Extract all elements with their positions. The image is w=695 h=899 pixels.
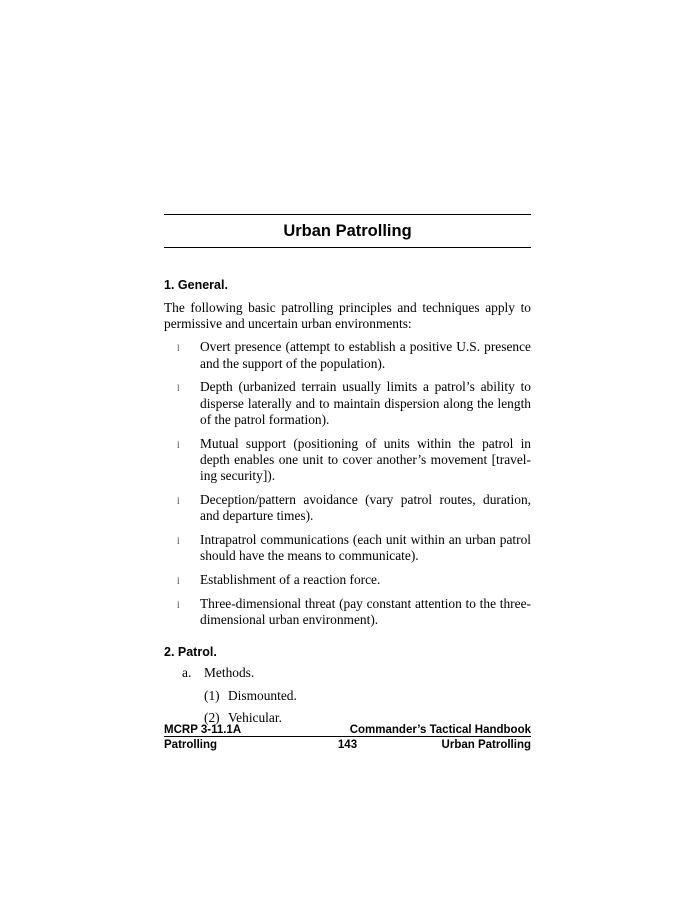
section-intro-paragraph: The following basic patrolling principles and techniques apply to permissive and uncertain urban environments: <box>164 300 531 332</box>
bullet-icon: l <box>177 343 180 354</box>
numbered-item-text: Vehicular. <box>228 710 282 726</box>
bullet-icon: l <box>177 439 180 450</box>
list-item <box>164 339 531 371</box>
list-item-text: Three-dimensional threat (pay constant attention to the three-dimensional urban environment). <box>200 595 531 627</box>
list-item <box>164 596 531 628</box>
page-number: 143 <box>337 739 358 751</box>
bullet-icon: l <box>177 383 180 394</box>
subsection-text: Methods. <box>204 665 255 681</box>
title-bottom-rule <box>164 247 531 248</box>
bullet-icon: l <box>177 495 180 506</box>
section-heading-general: 1. General. <box>164 278 228 292</box>
list-item-text: Mutual support (positioning of units within the patrol in depth enables one unit to cover another’s movement [travel- ing security]). <box>200 435 531 484</box>
numbered-item-text: Dismounted. <box>228 687 297 703</box>
list-item-text: Establishment of a reaction force. <box>200 571 381 587</box>
publication-number: MCRP 3-11.1A <box>164 724 242 736</box>
list-item-text: Deception/pattern avoidance (vary patrol routes, duration, and departure times). <box>200 491 531 524</box>
numbered-item-marker: (2) <box>204 710 220 726</box>
page-content <box>164 214 531 727</box>
list-item <box>164 532 531 564</box>
subsection-marker: a. <box>182 665 192 681</box>
list-item <box>164 436 531 485</box>
subsection-methods <box>164 665 531 681</box>
list-item-text: Depth (urbanized terrain usually limits a patrol’s ability to disperse laterally and to maintain dispersion along the length of the patrol formation). <box>200 379 531 427</box>
publication-title: Commander’s Tactical Handbook <box>349 724 531 736</box>
title-top-rule <box>164 214 531 215</box>
section-heading-patrol: 2. Patrol. <box>164 645 217 660</box>
page-title: Urban Patrolling <box>283 222 412 240</box>
list-item <box>164 379 531 428</box>
list-item-text: Overt presence (attempt to establish a positive U.S. presence and the support of the population). <box>200 339 531 371</box>
list-item-text: Intrapatrol communications (each unit within an urban patrol should have the means to communicate). <box>200 531 531 564</box>
list-item <box>164 492 531 524</box>
footer-top-row <box>164 723 531 737</box>
chapter-name: Patrolling <box>164 739 218 751</box>
section-name: Urban Patrolling <box>441 739 531 751</box>
bullet-icon: l <box>177 575 180 586</box>
numbered-item-marker: (1) <box>204 687 220 703</box>
footer-bottom-row <box>164 737 531 751</box>
list-item <box>164 572 531 588</box>
principles-list <box>164 339 531 628</box>
bullet-icon: l <box>177 535 180 546</box>
page-footer <box>164 723 531 751</box>
bullet-icon: l <box>177 599 180 610</box>
numbered-item <box>164 688 531 704</box>
